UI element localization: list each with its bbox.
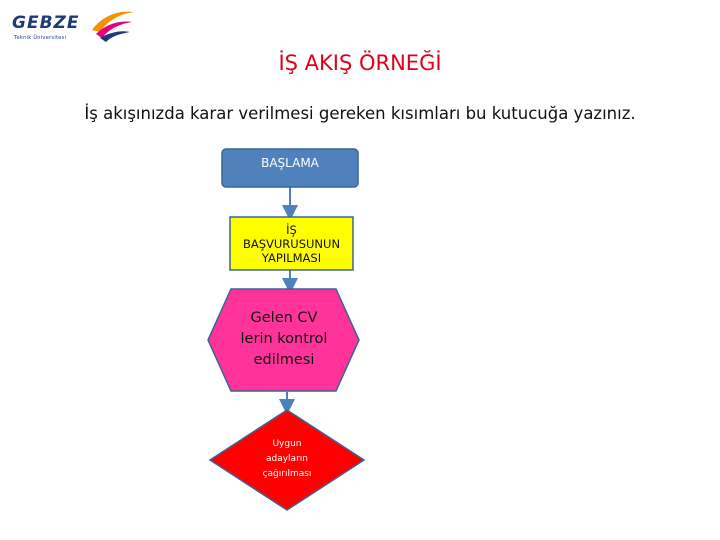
logo-wordmark: GEBZE	[12, 13, 80, 33]
node-application-label: İŞ BAŞVURUSUNUN YAPILMASI	[242, 223, 341, 265]
node-cv-check-label: Gelen CV lerin kontrol edilmesi	[240, 309, 328, 368]
slide-subtitle: İş akışınızda karar verilmesi gereken kısımları bu kutucuğa yazınız.	[84, 104, 636, 123]
logo-subtitle: Teknik Üniversitesi	[14, 35, 67, 41]
node-start-label: BAŞLAMA	[261, 156, 319, 170]
slide-title: İŞ AKIŞ ÖRNEĞİ	[278, 51, 442, 75]
node-invite-label: Uygun adayların çağırılması	[262, 438, 312, 479]
